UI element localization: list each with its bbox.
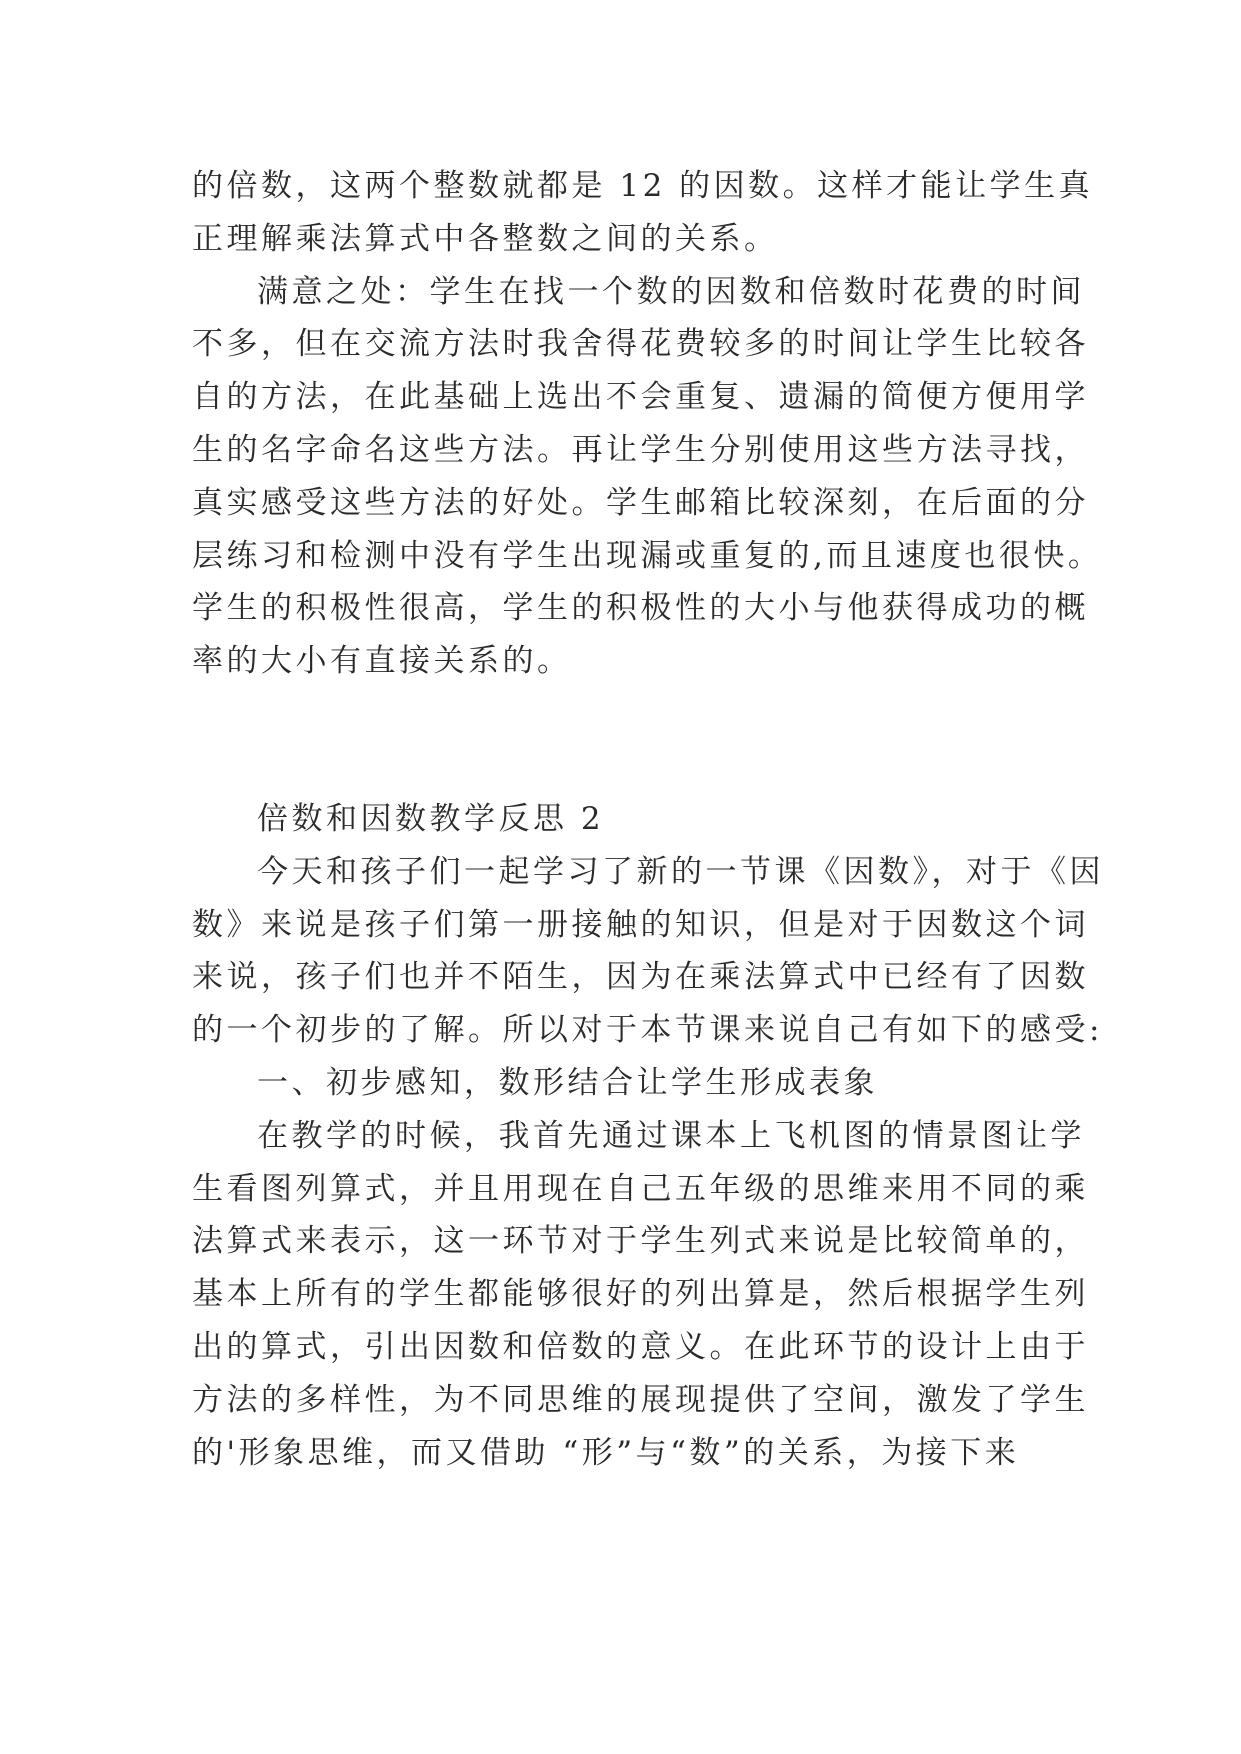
paragraph-line: 在教学的时候，我首先通过课本上飞机图的情景图让学 bbox=[257, 1117, 1085, 1154]
paragraph-line: 真实感受这些方法的好处。学生邮箱比较深刻，在后面的分 bbox=[192, 484, 1089, 521]
paragraph-line: 的一个初步的了解。所以对于本节课来说自己有如下的感受: bbox=[192, 1012, 1103, 1049]
paragraph-line: 方法的多样性，为不同思维的展现提供了空间，激发了学生 bbox=[192, 1381, 1089, 1418]
document-body bbox=[192, 160, 1104, 1479]
paragraph-line: 率的大小有直接关系的。 bbox=[192, 643, 572, 680]
section-title: 倍数和因数教学反思 2 bbox=[257, 800, 605, 837]
paragraph-line: 不多，但在交流方法时我舍得花费较多的时间让学生比较各 bbox=[192, 326, 1089, 363]
paragraph-line: 基本上所有的学生都能够很好的列出算是，然后根据学生列 bbox=[192, 1276, 1089, 1313]
paragraph-line: 今天和孩子们一起学习了新的一节课《因数》，对于《因 bbox=[257, 853, 1104, 890]
paragraph-line: 层练习和检测中没有学生出现漏或重复的,而且速度也很快。 bbox=[192, 537, 1103, 574]
paragraph-line: 自的方法，在此基础上选出不会重复、遗漏的简便方便用学 bbox=[192, 379, 1089, 416]
paragraph-line: 学生的积极性很高，学生的积极性的大小与他获得成功的概 bbox=[192, 590, 1089, 627]
paragraph-line: 的倍数，这两个整数就都是 12 的因数。这样才能让学生真 bbox=[192, 168, 1094, 204]
paragraph-line: 生看图列算式，并且用现在自己五年级的思维来用不同的乘 bbox=[192, 1170, 1089, 1207]
paragraph-line: 满意之处：学生在找一个数的因数和倍数时花费的时间 bbox=[257, 273, 1085, 310]
paragraph-line: 正理解乘法算式中各整数之间的关系。 bbox=[192, 220, 779, 257]
paragraph-line: 来说，孩子们也并不陌生，因为在乘法算式中已经有了因数 bbox=[192, 959, 1089, 996]
paragraph-line: 数》来说是孩子们第一册接触的知识，但是对于因数这个词 bbox=[192, 906, 1089, 943]
paragraph-line: 生的名字命名这些方法。再让学生分别使用这些方法寻找， bbox=[192, 431, 1089, 468]
section-gap bbox=[192, 688, 1052, 793]
paragraph-line: 出的算式，引出因数和倍数的意义。在此环节的设计上由于 bbox=[192, 1328, 1089, 1365]
paragraph-line: 法算式来表示，这一环节对于学生列式来说是比较简单的， bbox=[192, 1223, 1089, 1260]
subheading: 一、初步感知，数形结合让学生形成表象 bbox=[257, 1064, 878, 1101]
paragraph-line: 的'形象思维，而又借助 “形”与“数”的关系，为接下来 bbox=[192, 1434, 1020, 1471]
